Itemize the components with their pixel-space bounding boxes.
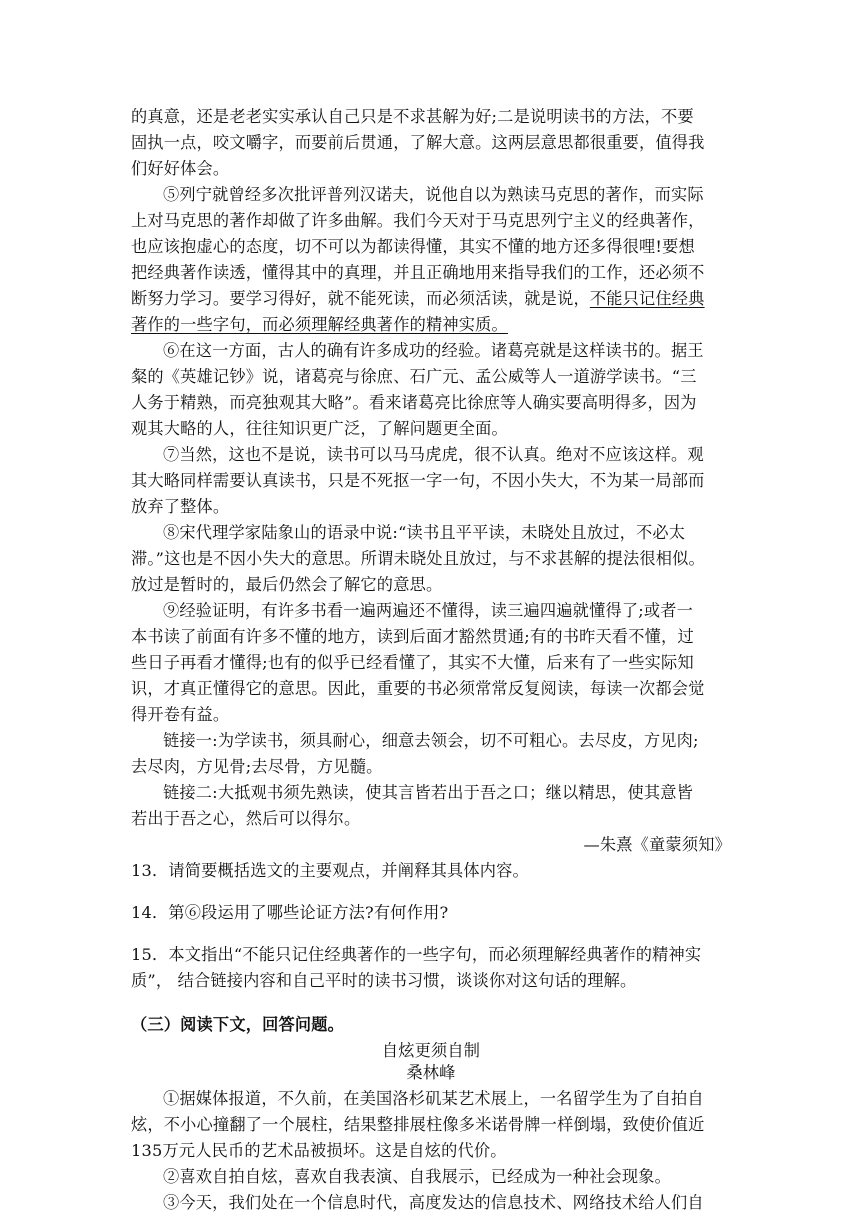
text-line <box>131 234 731 260</box>
text-line <box>131 1086 731 1112</box>
text-line <box>131 1190 731 1216</box>
text-line <box>131 624 731 650</box>
line-text: 识，才真正懂得它的意思。因此，重要的书必须常常反复阅读，每读一次都会觉 <box>131 679 705 698</box>
line-text: 放过是暂时的，最后仍然会了解它的意思。 <box>131 575 443 594</box>
line-text: 把经典著作读透，懂得其中的真理，并且正确地用来指导我们的工作，还必须不 <box>131 263 705 282</box>
line-text: 自炫更须自制 <box>381 1041 481 1060</box>
text-line <box>131 858 731 884</box>
text-line <box>131 130 731 156</box>
line-text: ⑤列宁就曾经多次批评普列汉诺夫，说他自以为熟读马克思的著作，而实际 <box>163 185 704 204</box>
text-line <box>131 702 731 728</box>
text-line <box>131 942 731 968</box>
line-text: 14．第⑥段运用了哪些论证方法?有何作用? <box>131 903 449 922</box>
text-line <box>131 780 731 806</box>
text-line <box>131 572 731 598</box>
text-line <box>131 104 731 130</box>
text-line <box>131 442 731 468</box>
line-text: ②喜欢自拍自炫，喜欢自我表演、自我展示，已经成为一种社会现象。 <box>163 1167 672 1186</box>
text-line <box>131 494 731 520</box>
text-line <box>131 338 731 364</box>
text-line <box>131 182 731 208</box>
line-text: 观其大略的人，往往知识更广泛，了解问题更全面。 <box>131 419 508 438</box>
line-text: —朱熹《童蒙须知》 <box>583 835 731 854</box>
text-line <box>131 806 731 832</box>
line-text: 135万元人民币的艺术品被损坏。这是自炫的代价。 <box>131 1141 507 1160</box>
line-text: ⑦当然，这也不是说，读书可以马马虎虎，很不认真。绝对不应该这样。观 <box>163 445 704 464</box>
line-text: ⑧宋代理学家陆象山的语录中说:“读书且平平读，未晓处且放过，不必太 <box>163 523 686 542</box>
text-line <box>131 364 731 390</box>
line-text: 链接二:大抵观书须先熟读，使其言皆若出于吾之口；继以精思，使其意皆 <box>163 783 694 802</box>
line-text: 的真意，还是老老实实承认自己只是不求甚解为好;二是说明读书的方法，不要 <box>131 107 694 126</box>
text-line <box>131 754 731 780</box>
line-text: 上对马克思的著作却做了许多曲解。我们今天对于马克思列宁主义的经典著作， <box>131 211 705 230</box>
line-text: 滞。”这也是不因小失大的意思。所谓未晓处且放过，与不求甚解的提法很相似。 <box>131 549 705 568</box>
text-line <box>131 650 731 676</box>
text-line <box>131 1164 731 1190</box>
text-line <box>131 312 731 338</box>
line-text: 人务于精熟，而亮独观其大略”。看来诸葛亮比徐庶等人确实要高明得多，因为 <box>131 393 697 412</box>
line-text: 们好好体会。 <box>131 159 230 178</box>
line-text: 些日子再看才懂得;也有的似乎已经看懂了，其实不大懂，后来有了一些实际知 <box>131 653 694 672</box>
underlined-sentence: 不能只记住经典 <box>589 289 705 308</box>
underlined-sentence: 著作的一些字句，而必须理解经典著作的精神实质。 <box>131 315 508 334</box>
line-text: 断努力学习。要学习得好，就不能死读，而必须活读，就是说， <box>131 289 590 308</box>
line-text: ③今天，我们处在一个信息时代，高度发达的信息技术、网络技术给人们自 <box>163 1193 704 1212</box>
line-text: 去尽肉，方见骨;去尽骨，方见髓。 <box>131 757 383 776</box>
line-text: ⑥在这一方面，古人的确有许多成功的经验。诸葛亮就是这样读书的。据王 <box>163 341 704 360</box>
line-text: 质”， 结合链接内容和自己平时的读书习惯，谈谈你对这句话的理解。 <box>131 971 637 990</box>
line-text: 放弃了整体。 <box>131 497 230 516</box>
line-text: 15．本文指出“不能只记住经典著作的一些字句，而必须理解经典著作的精神实 <box>131 945 702 964</box>
line-text: 13．请简要概括选文的主要观点，并阐释其具体内容。 <box>131 861 529 880</box>
line-text: 固执一点，咬文嚼字，而要前后贯通，了解大意。这两层意思都很重要，值得我 <box>131 133 705 152</box>
text-line <box>131 156 731 182</box>
line-text: （三）阅读下文，回答问题。 <box>131 1015 345 1034</box>
text-line <box>131 1060 731 1086</box>
text-line <box>131 416 731 442</box>
text-line <box>131 676 731 702</box>
text-line <box>131 468 731 494</box>
line-text: 也应该抱虚心的态度，切不可以为都读得懂，其实不懂的地方还多得很哩!要想 <box>131 237 695 256</box>
text-line <box>131 1012 731 1038</box>
line-text: 本书读了前面有许多不懂的地方，读到后面才豁然贯通;有的书昨天看不懂，过 <box>131 627 694 646</box>
text-line <box>131 598 731 624</box>
text-line <box>131 728 731 754</box>
text-line <box>131 208 731 234</box>
line-text: ⑨经验证明，有许多书看一遍两遍还不懂得，读三遍四遍就懂得了;或者一 <box>163 601 694 620</box>
text-line <box>131 832 731 858</box>
line-text: 粲的《英雄记钞》说，诸葛亮与徐庶、石广元、孟公威等人一道游学读书。“三 <box>131 367 697 386</box>
line-text: 链接一:为学读书，须具耐心，细意去领会，切不可粗心。去尽皮，方见肉; <box>163 731 699 750</box>
line-text: 其大略同样需要认真读书，只是不死抠一字一句，不因小失大，不为某一局部而 <box>131 471 705 490</box>
line-text: 炫，不小心撞翻了一个展柱，结果整排展柱像多米诺骨牌一样倒塌，致使价值近 <box>131 1115 705 1134</box>
text-line <box>131 546 731 572</box>
text-line <box>131 390 731 416</box>
line-text: 得开卷有益。 <box>131 705 230 724</box>
text-line <box>131 968 731 994</box>
text-line <box>131 260 731 286</box>
text-line <box>131 1112 731 1138</box>
text-line <box>131 520 731 546</box>
text-line <box>131 900 731 926</box>
line-text: 桑林峰 <box>406 1063 456 1082</box>
line-text: 若出于吾之心，然后可以得尔。 <box>131 809 361 828</box>
text-line <box>131 1138 731 1164</box>
line-text: ①据媒体报道，不久前，在美国洛杉矶某艺术展上，一名留学生为了自拍自 <box>163 1089 704 1108</box>
text-line <box>131 286 731 312</box>
